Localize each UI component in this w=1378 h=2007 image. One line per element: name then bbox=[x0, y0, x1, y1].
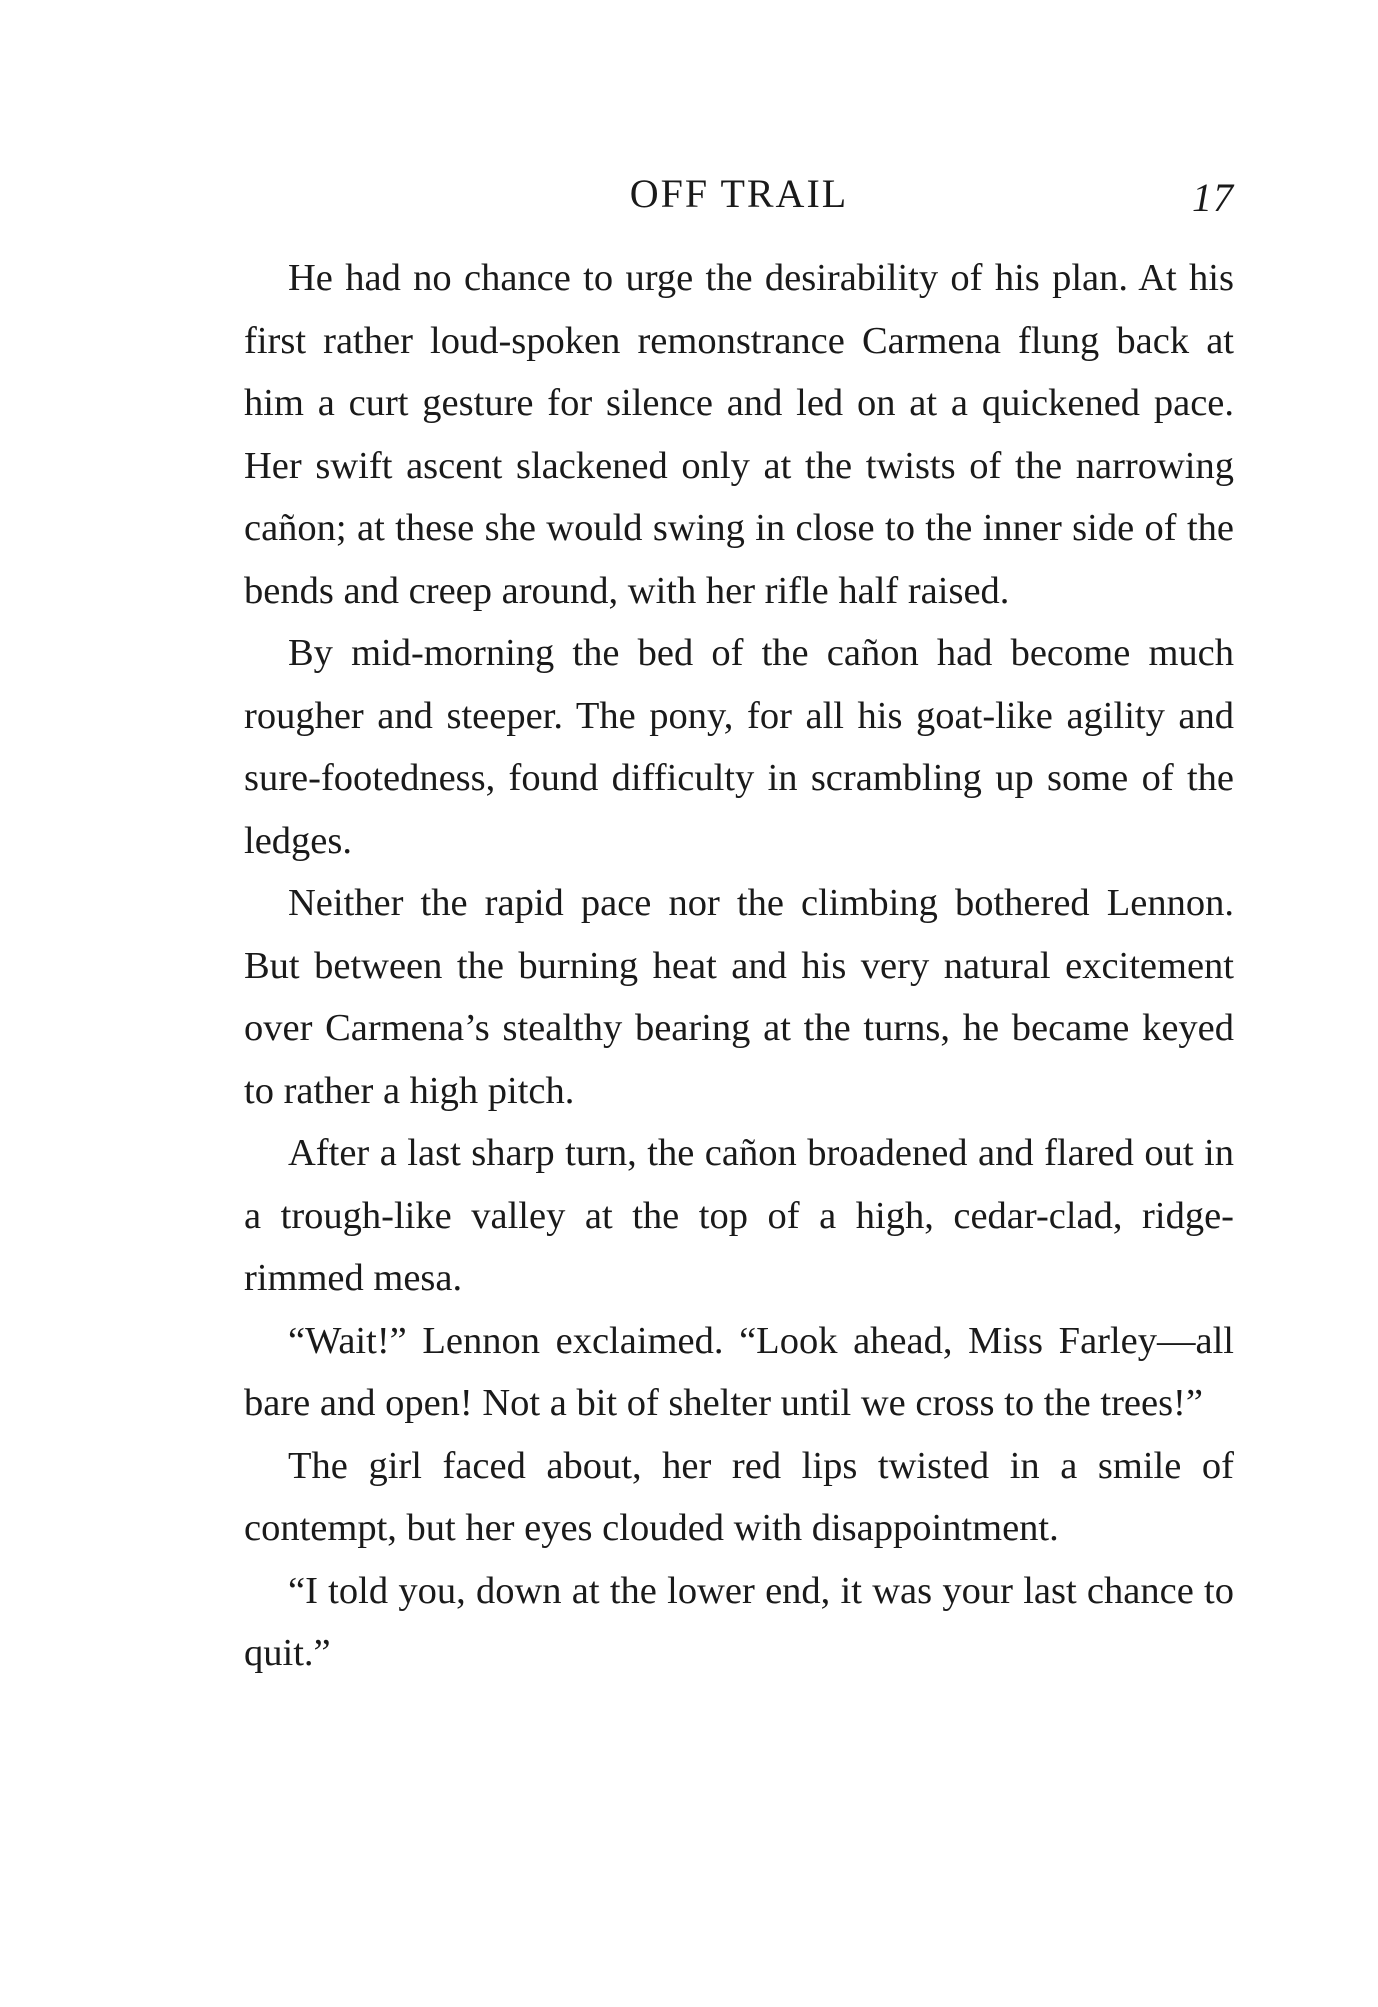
running-head bbox=[244, 170, 1234, 230]
paragraph: He had no chance to urge the desirability of his plan. At his first rather loud-spoken remonstrance Carmena flung back at him a curt gesture for silence and led on at a quickened pace. Her swift ascent slackened only at the twists of the narrowing cañon; at these she would swing in close to the inner side of the bends and creep around, with her rifle half raised. bbox=[244, 257, 1234, 612]
paragraph: “I told you, down at the lower end, it was your last chance to quit.” bbox=[244, 1569, 1234, 1674]
paragraph: After a last sharp turn, the cañon broadened and flared out in a trough-like valley at the top of a high, cedar-clad, ridge-rimmed mesa. bbox=[244, 1132, 1234, 1299]
body-text bbox=[244, 247, 1234, 1685]
running-title: OFF TRAIL bbox=[629, 171, 849, 216]
paragraph: “Wait!” Lennon exclaimed. “Look ahead, Miss Farley—all bare and open! Not a bit of shelter until we cross to the trees!” bbox=[244, 1319, 1234, 1424]
paragraph: By mid-morning the bed of the cañon had become much rougher and steeper. The pony, for all his goat-like agility and sure-footedness, found difficulty in scrambling up some of the ledges. bbox=[244, 632, 1234, 862]
paragraph: The girl faced about, her red lips twisted in a smile of contempt, but her eyes clouded with disappointment. bbox=[244, 1444, 1234, 1549]
page-number: 17 bbox=[1192, 175, 1234, 220]
paragraph: Neither the rapid pace nor the climbing bothered Lennon. But between the burning heat and his very natural excitement over Carmena’s stealthy bearing at the turns, he became keyed to rather a high pitch. bbox=[244, 882, 1234, 1112]
